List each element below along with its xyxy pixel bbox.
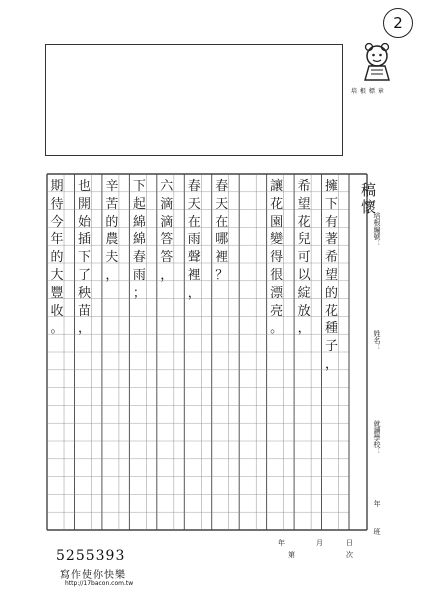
handwritten-char: 苗 — [77, 303, 91, 319]
handwritten-char: 答 — [160, 232, 174, 248]
handwritten-char: 始 — [77, 214, 91, 230]
date-ci: 次 — [346, 551, 353, 559]
mascot-caption: 培 根 標 章 — [351, 88, 385, 95]
handwritten-char: 綿 — [132, 214, 146, 230]
handwritten-char: 在 — [215, 214, 229, 230]
website: http://17bacon.com.tw — [65, 580, 134, 587]
date-year: 年 — [278, 539, 285, 547]
handwritten-char: 春 — [215, 179, 229, 194]
handwritten-char: ， — [77, 321, 91, 337]
date-month: 月 — [316, 539, 323, 547]
handwritten-char: 著 — [325, 232, 339, 248]
grade-label: 年 — [373, 500, 381, 507]
handwritten-char: 了 — [77, 268, 91, 283]
handwritten-char: 年 — [50, 232, 64, 248]
handwritten-char: 裡 — [215, 250, 229, 266]
handwritten-char: 春 — [132, 250, 146, 266]
handwritten-char: 下 — [132, 179, 146, 194]
handwritten-char: 雨 — [187, 232, 201, 248]
handwritten-char: 下 — [325, 196, 339, 212]
date-day: 日 — [346, 539, 353, 547]
handwritten-char: 綿 — [132, 232, 146, 248]
handwritten-char: 秧 — [77, 285, 91, 301]
handwritten-char: 哪 — [215, 232, 229, 248]
student-code: 5255393 — [56, 548, 126, 564]
handwritten-char: 綻 — [297, 285, 311, 301]
handwritten-char: 六 — [160, 179, 174, 194]
name-label: 姓名： — [373, 330, 381, 351]
code-label: 培根編號： — [373, 212, 381, 247]
handwritten-char: 裡 — [187, 268, 201, 283]
handwritten-char: ， — [325, 357, 339, 372]
handwritten-char: 雨 — [132, 268, 146, 283]
handwritten-char: 園 — [270, 214, 284, 230]
handwritten-char: 望 — [325, 268, 339, 283]
handwritten-char: 望 — [297, 196, 311, 212]
handwritten-char: 豐 — [50, 285, 64, 301]
class-label: 班 — [373, 528, 381, 535]
handwritten-char: 聲 — [187, 250, 201, 266]
handwritten-char: 辛 — [105, 179, 119, 194]
handwritten-char: 有 — [325, 214, 339, 230]
handwritten-char: 開 — [77, 196, 91, 212]
handwritten-char: 放 — [297, 303, 311, 319]
handwritten-char: 。 — [50, 321, 64, 337]
school-label: 就讀學校： — [373, 420, 381, 455]
handwritten-char: ； — [132, 285, 146, 301]
handwritten-char: ， — [105, 268, 119, 283]
handwritten-char: ？ — [215, 268, 229, 283]
handwritten-char: 插 — [77, 232, 91, 248]
handwritten-char: 變 — [270, 232, 284, 248]
handwritten-char: 春 — [187, 179, 201, 194]
handwritten-char: 滴 — [160, 196, 174, 212]
handwritten-char: 亮 — [270, 303, 284, 319]
handwritten-char: 漂 — [270, 285, 284, 301]
handwritten-char: 大 — [50, 268, 64, 283]
handwritten-char: 答 — [160, 250, 174, 266]
handwritten-char: 花 — [270, 196, 284, 212]
page-number: 2 — [393, 14, 403, 32]
handwritten-char: 在 — [187, 214, 201, 230]
handwritten-char: 的 — [325, 285, 339, 301]
handwritten-char: 今 — [50, 214, 64, 230]
handwritten-char: 兒 — [297, 232, 311, 248]
handwritten-char: 很 — [270, 268, 284, 283]
handwritten-char: ， — [160, 268, 174, 283]
handwritten-char: 希 — [325, 250, 339, 266]
date-di: 第 — [288, 551, 295, 559]
handwritten-char: 苦 — [105, 196, 119, 212]
handwritten-char: ， — [187, 285, 201, 301]
slogan: 寫作使你快樂 — [60, 570, 126, 581]
handwritten-char: 農 — [105, 232, 119, 248]
handwritten-char: 待 — [50, 196, 64, 212]
handwritten-char: 種 — [325, 321, 339, 337]
handwritten-char: 收 — [50, 303, 64, 319]
handwritten-char: 花 — [325, 303, 339, 319]
handwritten-char: 花 — [297, 214, 311, 230]
handwritten-char: ， — [297, 321, 311, 337]
handwritten-char: 下 — [77, 250, 91, 266]
handwritten-char: 得 — [270, 250, 284, 266]
handwritten-char: 以 — [297, 268, 311, 283]
handwritten-char: 期 — [50, 179, 64, 194]
handwritten-char: 希 — [297, 179, 311, 194]
handwritten-char: 也 — [77, 179, 91, 194]
handwritten-char: 夫 — [105, 250, 119, 266]
handwritten-char: 讓 — [270, 179, 284, 194]
handwritten-char: 的 — [50, 250, 64, 266]
handwritten-char: 子 — [325, 339, 339, 355]
handwritten-char: 可 — [297, 250, 311, 266]
handwritten-char: 起 — [132, 196, 146, 212]
student-title-handwriting: 稿懷 — [359, 182, 377, 216]
handwritten-char: 擁 — [325, 179, 339, 194]
handwritten-char: 。 — [270, 321, 284, 337]
handwritten-char: 的 — [105, 214, 119, 230]
handwritten-char: 天 — [187, 196, 201, 212]
handwritten-char: 滴 — [160, 214, 174, 230]
handwritten-char: 天 — [215, 196, 229, 212]
